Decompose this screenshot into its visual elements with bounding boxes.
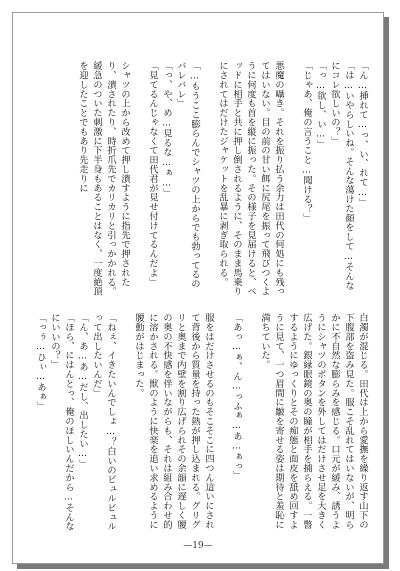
dialogue-line: 「ほら、にはんとっ、俺のほしいんだから…そんなにいいの？」 — [49, 313, 74, 531]
dialogue-line: 「っぅ…ひぃ…あぁ」 — [35, 313, 46, 411]
dialogue-line: 「じゃあ、俺の言うこと…聞ける？」 — [301, 61, 312, 223]
dialogue-line: 「ねぇ、イきたいんでしょ…？白いのビュルビュルって出したいんだ」 — [91, 313, 116, 531]
upper-text-block — [75, 61, 369, 297]
dialogue-line: 「っ…欲し、い…」 — [315, 61, 326, 150]
dialogue-line: 「あっ…ぁ、ん…っふぁ…あ…ぁっ」 — [231, 313, 242, 480]
paragraph-gap — [201, 61, 215, 297]
paragraph-gap — [243, 313, 257, 533]
page-number: —19— — [183, 541, 213, 551]
dialogue-line: 「ん、あ…あ…だし、出したい…」 — [77, 313, 88, 469]
narration-line: シャツの上から改めて押し潰すように指先で押されたり、潰されたり、時折爪先でカリカリと引っかかれる。緩急のついた刺激に下半身もあることはなく、一度絶頂を迎したことでもあり先走りに — [77, 61, 130, 296]
paragraph-gap — [215, 313, 229, 533]
dialogue-line: 「ん…挿れて…っ、い、れて…」 — [357, 61, 368, 208]
book-page — [12, 12, 384, 564]
lower-text-block — [33, 313, 369, 533]
narration-line: 白濁が混じる。田代は上から愛撫を繰り返す山下の下腹部を盗み見た。服こそ乱れてはいないが、明らかに不自然な膨らみを感じる。口元が緩み、誘うようにシャツのボタンを外してはだけさせ足を大きく広げた。銀縁眼鏡の奥の瞳が相手を捕らえる。一瞥するようにゆっくりとその痴態と面皮を舐め回すように見て、一つ眉間に皺を寄せる姿は期待と羞恥に満ちていた。 — [259, 313, 368, 530]
paragraph-gap — [285, 61, 299, 297]
narration-line: 悪魔の囁き。それを振り払う余力は田代の何処にも残ってはいない。目の前の甘い餌に尻尾を振って飛びつくように何度も首を縦に振った。その様子を見届けると、ベッドに相手と共に押し倒されるように、そのまま馬乗りにされてはだけたジャケットを乱暴に剥ぎ取られる。 — [217, 61, 284, 296]
paragraph-gap — [131, 61, 145, 297]
dialogue-line: 「っ、や、め…見るな…ぁ…」 — [161, 61, 172, 198]
dialogue-line: 「…もうここ膨らんでシャツの上からでも勃ってるのバレバレ」 — [175, 61, 200, 289]
dialogue-line: 「は…いやらしいね。そんな蕩けた顔をして…そんなにコレ欲しいの？」 — [329, 61, 354, 291]
paragraph-gap — [117, 313, 131, 533]
dialogue-line: 「見てるんじゃなくて田代君が見せ付けてるんだよ」 — [147, 61, 158, 287]
narration-line: 服をはだけさせるのもそこそこに四つん這いにされて背後から質量を持った熱が押し込まれる。グリグリと奥まで内壁を割り広げられその余韻に遅しく腰の奥の不快感を伴いながらも、それは組み合わせ的に溶かされる。獣のように快楽を追い求めるように腰動がはじまった。 — [133, 313, 214, 530]
